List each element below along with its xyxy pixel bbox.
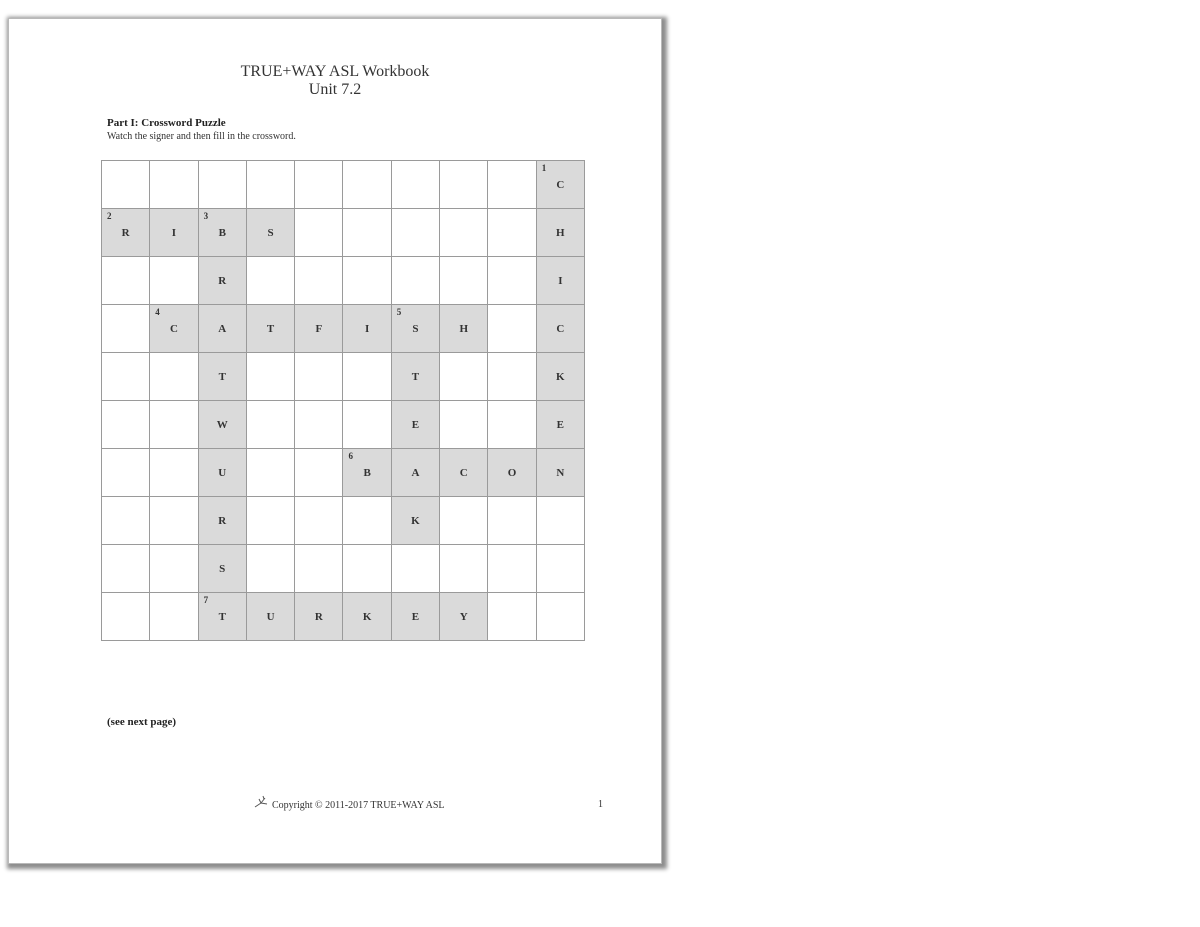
crossword-cell[interactable] <box>392 497 440 545</box>
cell-letter: K <box>362 610 372 623</box>
crossword-cell[interactable] <box>102 593 150 641</box>
crossword-cell[interactable] <box>343 305 391 353</box>
crossword-cell[interactable] <box>488 401 536 449</box>
cell-letter: B <box>363 466 371 479</box>
cell-letter: H <box>459 322 469 335</box>
part-heading <box>107 117 226 130</box>
crossword-cell[interactable] <box>440 209 488 257</box>
crossword-cell[interactable] <box>247 401 295 449</box>
crossword-cell[interactable] <box>150 545 198 593</box>
cell-letter: S <box>412 322 419 335</box>
crossword-cell[interactable] <box>295 497 343 545</box>
crossword-cell[interactable] <box>537 497 585 545</box>
crossword-cell[interactable] <box>537 305 585 353</box>
crossword-cell[interactable] <box>199 209 247 257</box>
crossword-cell[interactable] <box>488 545 536 593</box>
cell-letter: S <box>219 562 226 575</box>
crossword-cell[interactable] <box>343 545 391 593</box>
cell-letter: S <box>267 226 274 239</box>
crossword-cell[interactable] <box>102 545 150 593</box>
crossword-cell[interactable] <box>150 449 198 497</box>
crossword-cell[interactable] <box>440 161 488 209</box>
clue-number: 4 <box>155 307 160 317</box>
crossword-cell[interactable] <box>537 353 585 401</box>
crossword-cell[interactable] <box>343 593 391 641</box>
cell-letter: R <box>218 514 227 527</box>
crossword-cell[interactable] <box>488 257 536 305</box>
crossword-cell[interactable] <box>199 593 247 641</box>
cell-letter: C <box>556 322 565 335</box>
crossword-cell[interactable] <box>295 353 343 401</box>
cell-letter: K <box>556 370 565 383</box>
crossword-cell[interactable] <box>247 353 295 401</box>
crossword-cell[interactable] <box>295 401 343 449</box>
cell-letter: I <box>171 226 177 239</box>
crossword-cell[interactable] <box>488 449 536 497</box>
crossword-cell[interactable] <box>343 449 391 497</box>
cell-letter: U <box>266 610 275 623</box>
crossword-cell[interactable] <box>247 161 295 209</box>
cell-letter: I <box>558 274 563 287</box>
crossword-cell[interactable] <box>440 593 488 641</box>
crossword-cell[interactable] <box>102 257 150 305</box>
crossword-cell[interactable] <box>102 209 150 257</box>
crossword-cell[interactable] <box>537 545 585 593</box>
cell-letter: C <box>169 322 178 335</box>
crossword-cell[interactable] <box>343 257 391 305</box>
crossword-cell[interactable] <box>392 593 440 641</box>
cell-letter: A <box>411 466 420 479</box>
cell-letter: C <box>459 466 468 479</box>
cell-letter: B <box>218 226 226 239</box>
cell-letter: R <box>218 274 227 287</box>
crossword-cell[interactable] <box>295 593 343 641</box>
crossword-cell[interactable] <box>150 305 198 353</box>
cell-letter: Y <box>459 610 468 623</box>
crossword-cell[interactable] <box>199 161 247 209</box>
crossword-cell[interactable] <box>247 545 295 593</box>
crossword-cell[interactable] <box>537 257 585 305</box>
crossword-cell[interactable] <box>343 161 391 209</box>
see-next-page-note: (see next page) <box>107 716 177 728</box>
crossword-cell[interactable] <box>488 353 536 401</box>
cell-letter: R <box>314 610 323 623</box>
crossword-cell[interactable] <box>150 593 198 641</box>
footer <box>253 795 445 811</box>
crossword-cell[interactable] <box>199 545 247 593</box>
crossword-cell[interactable] <box>102 353 150 401</box>
crossword-grid <box>101 160 585 641</box>
cell-letter: K <box>411 514 420 527</box>
crossword-cell[interactable] <box>343 353 391 401</box>
cell-letter: A <box>218 322 227 335</box>
crossword-cell[interactable] <box>247 593 295 641</box>
workbook-title: TRUE+WAY ASL Workbook <box>240 63 430 80</box>
crossword-cell[interactable] <box>247 497 295 545</box>
clue-number: 7 <box>203 595 209 605</box>
crossword-cell[interactable] <box>150 161 198 209</box>
cell-letter: I <box>365 322 370 335</box>
cell-letter: E <box>411 610 420 623</box>
crossword-cell[interactable] <box>392 305 440 353</box>
crossword-cell[interactable] <box>343 401 391 449</box>
cell-letter: R <box>121 226 130 239</box>
crossword-cell[interactable] <box>199 401 247 449</box>
crossword-cell[interactable] <box>488 209 536 257</box>
crossword-cell[interactable] <box>150 209 198 257</box>
crossword-cell[interactable] <box>295 161 343 209</box>
cell-letter: T <box>411 370 420 383</box>
crossword-cell[interactable] <box>440 257 488 305</box>
page-number: 1 <box>598 799 603 810</box>
cell-letter: F <box>315 322 323 335</box>
crossword-cell[interactable] <box>295 257 343 305</box>
crossword-cell[interactable] <box>440 497 488 545</box>
crossword-cell[interactable] <box>295 305 343 353</box>
crossword-cell[interactable] <box>392 353 440 401</box>
cell-letter: E <box>556 418 564 431</box>
unit-title: Unit 7.2 <box>308 81 362 98</box>
crossword-cell[interactable] <box>537 401 585 449</box>
crossword-cell[interactable] <box>199 497 247 545</box>
cell-letter: N <box>556 466 565 479</box>
cell-letter: U <box>218 466 227 479</box>
crossword-cell[interactable] <box>199 305 247 353</box>
clue-number: 6 <box>348 451 353 461</box>
cell-letter: O <box>507 466 517 479</box>
clue-number: 5 <box>396 307 402 317</box>
cell-letter: W <box>216 418 228 431</box>
crossword-cell[interactable] <box>295 209 343 257</box>
crossword-cell[interactable] <box>102 401 150 449</box>
cell-letter: E <box>411 418 420 431</box>
crossword-cell[interactable] <box>440 305 488 353</box>
crossword-cell[interactable] <box>102 305 150 353</box>
cell-letter: T <box>218 370 226 383</box>
instructions: Watch the signer and then fill in the crossword. <box>107 131 296 142</box>
crossword-cell[interactable] <box>392 449 440 497</box>
cell-letter: C <box>556 178 565 191</box>
crossword-cell[interactable] <box>199 257 247 305</box>
crossword-cell[interactable] <box>150 401 198 449</box>
crossword-cell[interactable] <box>392 209 440 257</box>
crossword-cell[interactable] <box>199 449 247 497</box>
crossword-cell[interactable] <box>392 545 440 593</box>
crossword-cell[interactable] <box>392 161 440 209</box>
clue-number: 1 <box>541 163 547 173</box>
crossword-cell[interactable] <box>295 545 343 593</box>
crossword-cell[interactable] <box>488 305 536 353</box>
crossword-cell[interactable] <box>295 449 343 497</box>
crossword-cell[interactable] <box>537 209 585 257</box>
crossword-cell[interactable] <box>150 353 198 401</box>
crossword-cell[interactable] <box>537 161 585 209</box>
crossword-cell[interactable] <box>488 161 536 209</box>
crossword-cell[interactable] <box>392 401 440 449</box>
clue-number: 3 <box>203 211 209 221</box>
cell-letter: T <box>218 610 226 623</box>
crossword-cell[interactable] <box>150 497 198 545</box>
crossword-cell[interactable] <box>247 305 295 353</box>
crossword-cell[interactable] <box>488 593 536 641</box>
page-title <box>9 63 661 99</box>
crossword-cell[interactable] <box>343 497 391 545</box>
crossword-cell[interactable] <box>247 449 295 497</box>
crossword-cell[interactable] <box>440 449 488 497</box>
crossword-cell[interactable] <box>102 497 150 545</box>
crossword-cell[interactable] <box>247 257 295 305</box>
crossword-cell[interactable] <box>343 209 391 257</box>
cell-letter: H <box>556 226 565 239</box>
crossword-cell[interactable] <box>440 353 488 401</box>
workbook-page <box>8 18 662 864</box>
crossword-cell[interactable] <box>488 497 536 545</box>
copyright-text: Copyright © 2011-2017 TRUE+WAY ASL <box>272 800 445 811</box>
crossword-cell[interactable] <box>102 449 150 497</box>
crossword-cell[interactable] <box>537 449 585 497</box>
part-title: Crossword Puzzle <box>141 117 226 129</box>
crossword-cell[interactable] <box>102 161 150 209</box>
true-way-asl-hand-logo-icon <box>253 795 269 811</box>
crossword-cell[interactable] <box>199 353 247 401</box>
cell-letter: T <box>266 322 275 335</box>
clue-number: 2 <box>107 211 112 221</box>
crossword-cell[interactable] <box>537 593 585 641</box>
crossword-cell[interactable] <box>247 209 295 257</box>
part-label: Part I: <box>107 117 139 129</box>
crossword-cell[interactable] <box>440 401 488 449</box>
crossword-cell[interactable] <box>440 545 488 593</box>
crossword-cell[interactable] <box>150 257 198 305</box>
crossword-cell[interactable] <box>392 257 440 305</box>
